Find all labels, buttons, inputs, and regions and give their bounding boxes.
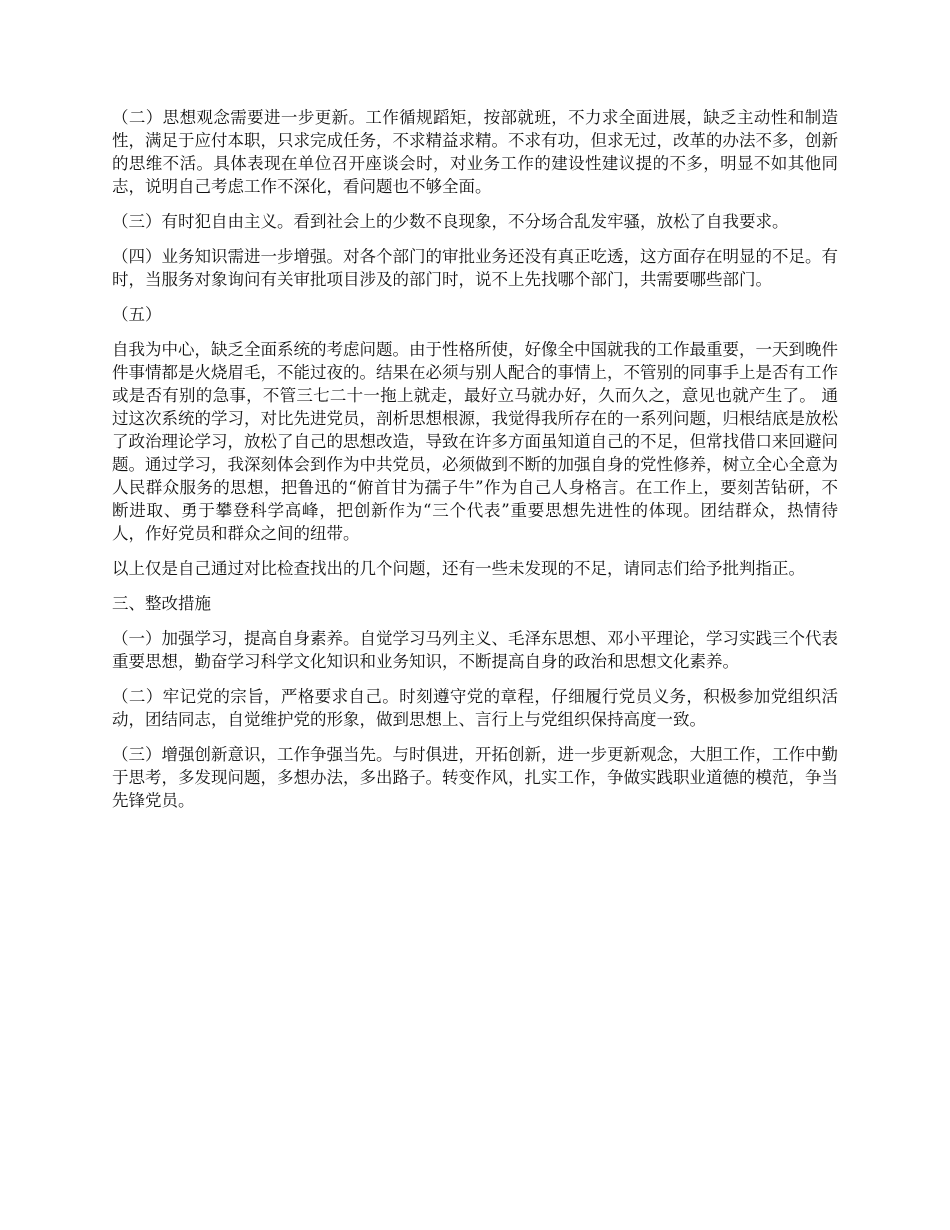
paragraph-measure-innovation: （三）增强创新意识，工作争强当先。与时俱进，开拓创新，进一步更新观念，大胆工作，工作中勤于思考，多发现问题，多想办法，多出路子。转变作风，扎实工作，争做实践职业道德的模范，争当先锋党员。 <box>112 745 838 810</box>
paragraph-thought-update: （二）思想观念需要进一步更新。工作循规蹈矩，按部就班，不力求全面进展，缺乏主动性和制造性，满足于应付本职，只求完成任务，不求精益求精。不求有功，但求无过，改革的办法不多，创新的思维不活。具体表现在单位召开座谈会时，对业务工作的建设性建议提的不多，明显不如其他同志，说明自己考虑工作不深化，看问题也不够全面。 <box>112 108 838 196</box>
paragraph-measure-study: （一）加强学习，提高自身素养。自觉学习马列主义、毛泽东思想、邓小平理论，学习实践三个代表重要思想，勤奋学习科学文化知识和业务知识，不断提高自身的政治和思想文化素养。 <box>112 629 838 671</box>
paragraph-measure-party-purpose: （二）牢记党的宗旨，严格要求自己。时刻遵守党的章程，仔细履行党员义务，积极参加党组织活动，团结同志，自觉维护党的形象，做到思想上、言行上与党组织保持高度一致。 <box>112 687 838 729</box>
paragraph-item-five-label: （五） <box>112 305 162 324</box>
section-heading-rectification: 三、整改措施 <box>112 594 211 613</box>
paragraph-business-knowledge: （四）业务知识需进一步增强。对各个部门的审批业务还没有真正吃透，这方面存在明显的不足。有时，当服务对象询问有关审批项目涉及的部门时，说不上先找哪个部门，共需要哪些部门。 <box>112 247 838 289</box>
paragraph-conclusion: 以上仅是自己通过对比检查找出的几个问题，还有一些未发现的不足，请同志们给予批判指正。 <box>112 559 805 578</box>
paragraph-liberalism: （三）有时犯自由主义。看到社会上的少数不良现象，不分场合乱发牢骚，放松了自我要求。 <box>112 212 789 231</box>
document-page <box>112 106 838 824</box>
paragraph-self-centered: 自我为中心，缺乏全面系统的考虑问题。由于性格所使，好像全中国就我的工作最重要，一天到晚件件事情都是火烧眉毛，不能过夜的。结果在必须与别人配合的事情上，不管别的同事手上是否有工作或是否有别的急事，不管三七二十一拖上就走，最好立马就办好，久而久之，意见也就产生了。 通过这次系统的学习，对比先进党员，剖析思想根源，我觉得我所存在的一系列问题，归根结底是放松了政治理论学习，放松了自己的思想改造，导致在许多方面虽知道自己的不足，但常找借口来回避问题。通过学习，我深刻体会到作为中共党员，必须做到不断的加强自身的党性修养，树立全心全意为人民群众服务的思想，把鲁迅的“俯首甘为孺子牛”作为自己人身格言。在工作上，要刻苦钻研，不断进取、勇于攀登科学高峰，把创新作为“三个代表”重要思想先进性的体现。团结群众，热情待人，作好党员和群众之间的纽带。 <box>112 340 838 543</box>
